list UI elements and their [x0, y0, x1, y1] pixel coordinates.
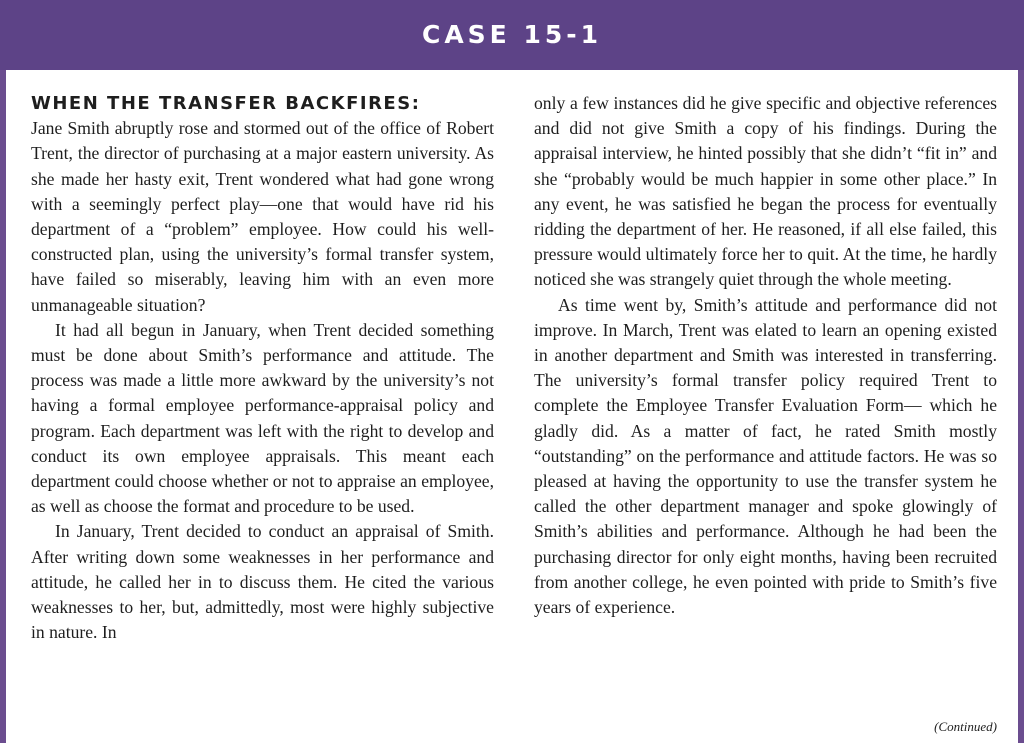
- continued-label: (Continued): [934, 719, 997, 734]
- paragraph-2: It had all begun in January, when Trent decided something must be done about Smith’s performance and attitude. The process was made a little more awkward by the university’s not having a formal employee performance-appraisal policy and program. Each department was left with the right to develop and conduct its own employee appraisals. This meant each department could choose whether or not to appraise an employee, as well as choose the format and procedure to be used.: [31, 319, 494, 517]
- left-column: [31, 91, 494, 645]
- case-page: [6, 70, 1018, 743]
- paragraph-5: As time went by, Smith’s attitude and performance did not improve. In March, Trent was elated to learn an opening existed in another department and Smith was interested in transferring. The university’s formal transfer policy required Trent to complete the Employee Transfer Evaluation Form— which he gladly did. As a matter of fact, he rated Smith mostly “outstanding” on the performance and attitude factors. He was so pleased at having the opportunity to use the transfer system he called the other department manager and spoke glowingly of Smith’s abilities and performance. Although he had been the purchasing director for only eight months, having been recruited from another college, he even pointed with pride to Smith’s five years of experience.: [534, 294, 997, 618]
- paragraph-4: only a few instances did he give specific and objective references and did not give Smith a copy of his findings. During the appraisal interview, he hinted possibly that she didn’t “fit in” and she “probably would be much happier in some other place.” In any event, he was satisfied he began the process for eventually ridding the department of her. He reasoned, if all else failed, this pressure would ultimately force her to quit. At the time, he hardly noticed she was strangely quiet through the whole meeting.: [534, 93, 997, 290]
- case-number-title: CASE 15-1: [421, 19, 603, 49]
- case-banner: [0, 0, 1024, 70]
- paragraph-3: In January, Trent decided to conduct an appraisal of Smith. After writing down some weaknesses in her performance and attitude, he called her in to discuss them. He cited the various weaknesses to her, but, admittedly, most were highly subjective in nature. In: [31, 521, 494, 643]
- case-heading: WHEN THE TRANSFER BACKFIRES:: [31, 93, 421, 114]
- right-column: [534, 91, 997, 620]
- paragraph-1: Jane Smith abruptly rose and stormed out of the office of Robert Trent, the director of purchasing at a major eastern university. As she made her hasty exit, Trent wondered what had gone wrong with a seemingly perfect play—one that would have rid his department of a “problem” employee. How could his well-constructed plan, using the university’s formal transfer system, have failed so miserably, leaving him with an even more unmanageable situation?: [31, 118, 494, 315]
